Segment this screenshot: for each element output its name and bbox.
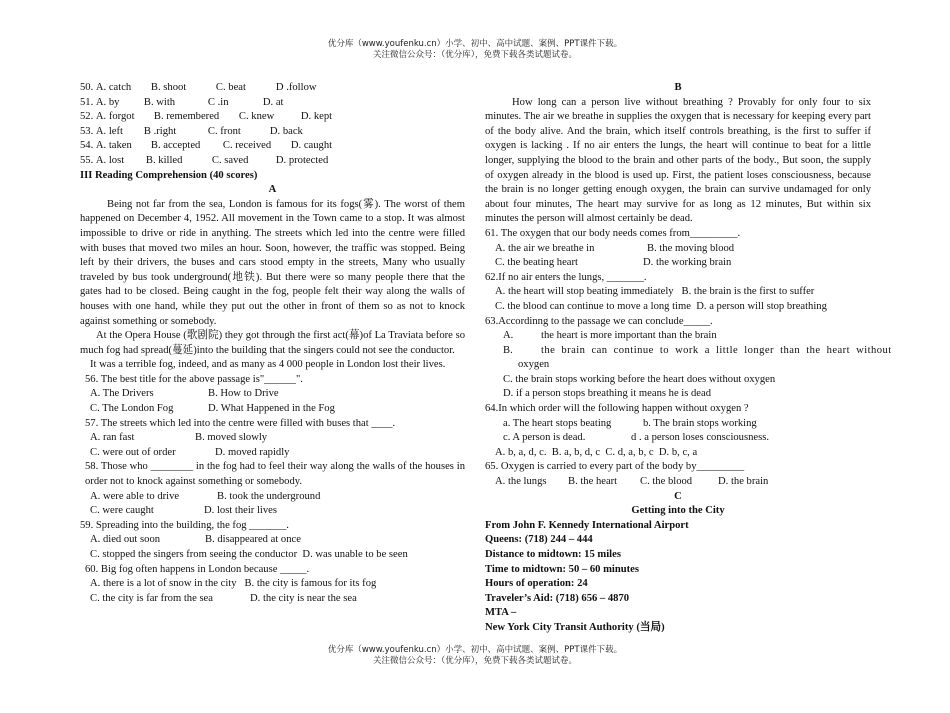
cloze-row: 52. A. forgot B. remembered C. knew D. kept [80, 111, 333, 123]
right-column [485, 81, 892, 636]
question-64-events-ab: a. The heart stops beating b. The brain stops working [503, 417, 757, 429]
question-63-option-d: D. if a person stops breathing it means he is dead [503, 388, 712, 400]
question-64-stem: 64.In which order will the following happen without oxygen ? [485, 403, 749, 415]
question-58-stem: 58. Those who ________ in the fog had to feel their way along the walls of the houses in order not to knock against something or somebody. [85, 461, 465, 488]
question-64-events-cd: c. A person is dead. d . a person loses consciousness. [503, 432, 769, 444]
cloze-row: 53. A. left B .right C. front D. back [80, 125, 303, 137]
cloze-row: 50. A. catch B. shoot C. beat D .follow [80, 82, 317, 93]
question-60-options-ab: A. there is a lot of snow in the city B. the city is famous for its fog [90, 578, 377, 590]
passage-c-line: MTA – [485, 607, 517, 619]
passage-b-label: B [674, 82, 682, 93]
passage-c-line: Queens: (718) 244 – 444 [485, 534, 593, 546]
header-line-2: 关注微信公众号：（优分库），免费下载各类试题试卷。 [372, 50, 577, 60]
question-63-option-b: B. the brain can continue to work a little longer than the heart without [503, 344, 892, 356]
question-58-options-cd: C. were caught D. lost their lives [90, 505, 277, 517]
question-61-stem: 61. The oxygen that our body needs comes from_________. [485, 227, 741, 239]
cloze-row: 55. A. lost B. killed C. saved D. protected [80, 154, 329, 166]
question-63-stem: 63.Accordinng to the passage we can conclude_____. [485, 315, 713, 327]
cloze-row: 51. A. by B. with C .in D. at [80, 96, 284, 108]
passage-a-paragraph-3: It was a terrible fog, indeed, and as many as 4 000 people in London lost their lives. [90, 359, 446, 371]
question-57-options-cd: C. were out of order D. moved rapidly [90, 446, 290, 458]
question-56-options-cd: C. The London Fog D. What Happened in the Fog [90, 403, 335, 415]
passage-c-line: From John F. Kennedy International Airport [485, 519, 689, 531]
passage-a-label: A [268, 184, 277, 196]
question-60-stem: 60. Big fog often happens in London because _____. [85, 563, 310, 575]
passage-c-line: Traveler’s Aid: (718) 656 – 4870 [485, 592, 630, 604]
question-59-stem: 59. Spreading into the building, the fog _______. [80, 519, 289, 531]
page-footer [0, 645, 950, 667]
question-63-option-a: A. the heart is more important than the brain [503, 330, 717, 342]
left-column [80, 81, 465, 606]
passage-a-paragraph-2: At the Opera House (歌剧院) they got through the first act(幕)of La Traviata before so much fog had spread(蔓延)into the building that the singers could not see the conductor. [80, 330, 465, 356]
question-62-options-ab: A. the heart will stop beating immediately B. the brain is the first to suffer [495, 286, 815, 298]
question-59-options-cd: C. stopped the singers from seeing the conductor D. was unable to be seen [90, 549, 408, 560]
passage-c-label: C [674, 490, 682, 502]
question-56-stem: 56. The best title for the above passage is"______". [85, 373, 303, 385]
passage-c-last-line: New York City Transit Authority (当局) [485, 621, 665, 633]
question-57-options-ab: A. ran fast B. moved slowly [90, 432, 268, 444]
passage-c-line: Distance to midtown: 15 miles [485, 549, 621, 560]
cloze-row: 54. A. taken B. accepted C. received D. caught [80, 140, 333, 152]
passage-c-title: Getting into the City [631, 505, 725, 517]
question-61-options-ab: A. the air we breathe in B. the moving blood [495, 242, 735, 254]
question-56-options-ab: A. The Drivers B. How to Drive [90, 388, 279, 400]
passage-c-line: Hours of operation: 24 [485, 578, 588, 590]
footer-line-1: 优分库（www.youfenku.cn）小学、初中、高中试题、案例、PPT课件下载。 [327, 645, 623, 655]
question-59-options-ab: A. died out soon B. disappeared at once [90, 534, 301, 546]
question-65-options: A. the lungs B. the heart C. the blood D. the brain [495, 476, 769, 488]
question-61-options-cd: C. the beating heart D. the working brain [495, 257, 732, 269]
header-line-1: 优分库（www.youfenku.cn）小学、初中、高中试题、案例、PPT课件下载。 [327, 39, 623, 49]
question-63-option-b-cont: oxygen [518, 359, 550, 371]
question-64-options: A. b, a, d, c. B. a, b, d, c C. d, a, b, c D. b, c, a [495, 446, 698, 458]
question-58-options-ab: A. were able to drive B. took the underground [90, 490, 321, 502]
question-60-options-cd: C. the city is far from the sea D. the city is near the sea [90, 592, 357, 604]
page-header [0, 39, 950, 61]
footer-line-2: 关注微信公众号：（优分库），免费下载各类试题试卷。 [372, 656, 577, 666]
passage-b-paragraph-1: How long can a person live without breathing ? Provably for only four to six minutes. The air we breathe in supplies the oxygen that is necessary for keeping every part of the body alive. And the brain, which itself controls breathing, is the first to suffer if oxygen is lacking . If no air enters the lungs, the heart will continue to beat for a little longer, supplying the blood to the brain and other parts of the body., But soon, the supply of oxygen already in the blood is used up. First, the patient loses consciousness, because the brain is no longer getting enough oxygen, the brain can survive undamaged for only about four minutes, The heart may survive for as long as 12 minutes, But within six minutes the person will almost certainly be dead. [485, 96, 871, 225]
question-63-option-c: C. the brain stops working before the heart does without oxygen [503, 373, 776, 385]
question-57-stem: 57. The streets which led into the centre were filled with buses that ____. [85, 417, 396, 429]
question-62-options-cd: C. the blood can continue to move a long time D. a person will stop breathing [495, 300, 827, 312]
question-65-stem: 65. Oxygen is carried to every part of the body by_________ [485, 461, 745, 473]
section-title: III Reading Comprehension (40 scores) [80, 169, 258, 181]
passage-a-paragraph-1: Being not far from the sea, London is famous for its fogs(雾). The worst of them happened on December 4, 1952. All movement in the Town came to a stop. It was almost impossible to drive or ride in anything. The streets which led into the centre were filled with buses that moved two miles an hour. Soon, however, the traffic was stopped. Being left by their drivers, the buses and cars stood empty in the streets, Many who usually traveled by bus took underground(地铁). But there were so many people there that the gates had to be closed. Being caught in the fog, people felt their way along the walls of houses with one hand, while they put out the other in front of them so as not to knock against something or somebody. [80, 198, 465, 327]
question-62-stem: 62.If no air enters the lungs, _______. [485, 271, 647, 283]
passage-c-line: Time to midtown: 50 – 60 minutes [485, 563, 640, 575]
